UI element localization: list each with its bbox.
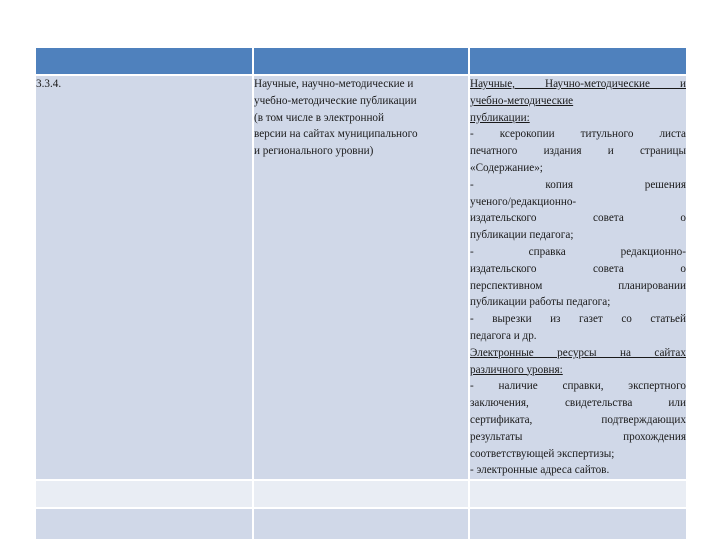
table-row-empty [35, 480, 687, 508]
document-line: заключения, свидетельства или [470, 397, 686, 410]
table-row [35, 75, 687, 480]
document-line: сертификата, подтверждающих [470, 413, 686, 426]
required-documents-list [470, 76, 686, 479]
table-header-row [35, 47, 687, 75]
document-line: - вырезки из газет со статьей [470, 313, 686, 326]
empty-cell [35, 480, 253, 508]
row-title-line: версии на сайтах муниципального [254, 128, 418, 141]
empty-cell [35, 508, 253, 540]
document-line: результаты прохождения [470, 430, 686, 443]
header-cell-1 [35, 47, 253, 75]
document-line: публикации педагога; [470, 229, 574, 242]
document-line: - копия решения [470, 178, 686, 191]
document-line: печатного издания и страницы [470, 145, 686, 158]
document-line: - электронные адреса сайтов. [470, 464, 610, 477]
document-line: - ксерокопии титульного листа [470, 128, 686, 141]
empty-cell [469, 508, 687, 540]
document-line: педагога и др. [470, 329, 537, 342]
document-line: различного уровня: [470, 363, 563, 376]
row-title-cell [253, 75, 469, 480]
row-title-line: учебно-методические публикации [254, 94, 417, 107]
empty-cell [253, 480, 469, 508]
document-line: учебно-методические [470, 94, 574, 107]
document-line: ученого/редакционно- [470, 195, 577, 208]
criteria-table [34, 46, 688, 540]
document-line: перспективном планировании [470, 279, 686, 292]
document-line: - справка редакционно- [470, 245, 686, 258]
row-title-line: (в том числе в электронной [254, 111, 385, 124]
document-line: соответствующей экспертизы; [470, 447, 615, 460]
row-title-line: Научные, научно-методические и [254, 78, 414, 90]
document-line: Электронные ресурсы на сайтах [470, 346, 686, 359]
row-title-line: и регионального уровни) [254, 145, 374, 158]
document-line: «Содержание»; [470, 161, 543, 174]
document-line: Научные, Научно-методические и [470, 78, 686, 90]
document-line: публикации работы педагога; [470, 296, 611, 309]
document-line: публикации: [470, 111, 530, 124]
document-line: издательского совета о [470, 212, 686, 225]
header-cell-3 [469, 47, 687, 75]
empty-cell [253, 508, 469, 540]
required-documents-cell [469, 75, 687, 480]
document-line: издательского совета о [470, 262, 686, 275]
table-row-empty [35, 508, 687, 540]
document-line: - наличие справки, экспертного [470, 380, 686, 393]
row-number: 3.3.4. [36, 78, 62, 90]
empty-cell [469, 480, 687, 508]
row-number-cell [35, 75, 253, 480]
header-cell-2 [253, 47, 469, 75]
